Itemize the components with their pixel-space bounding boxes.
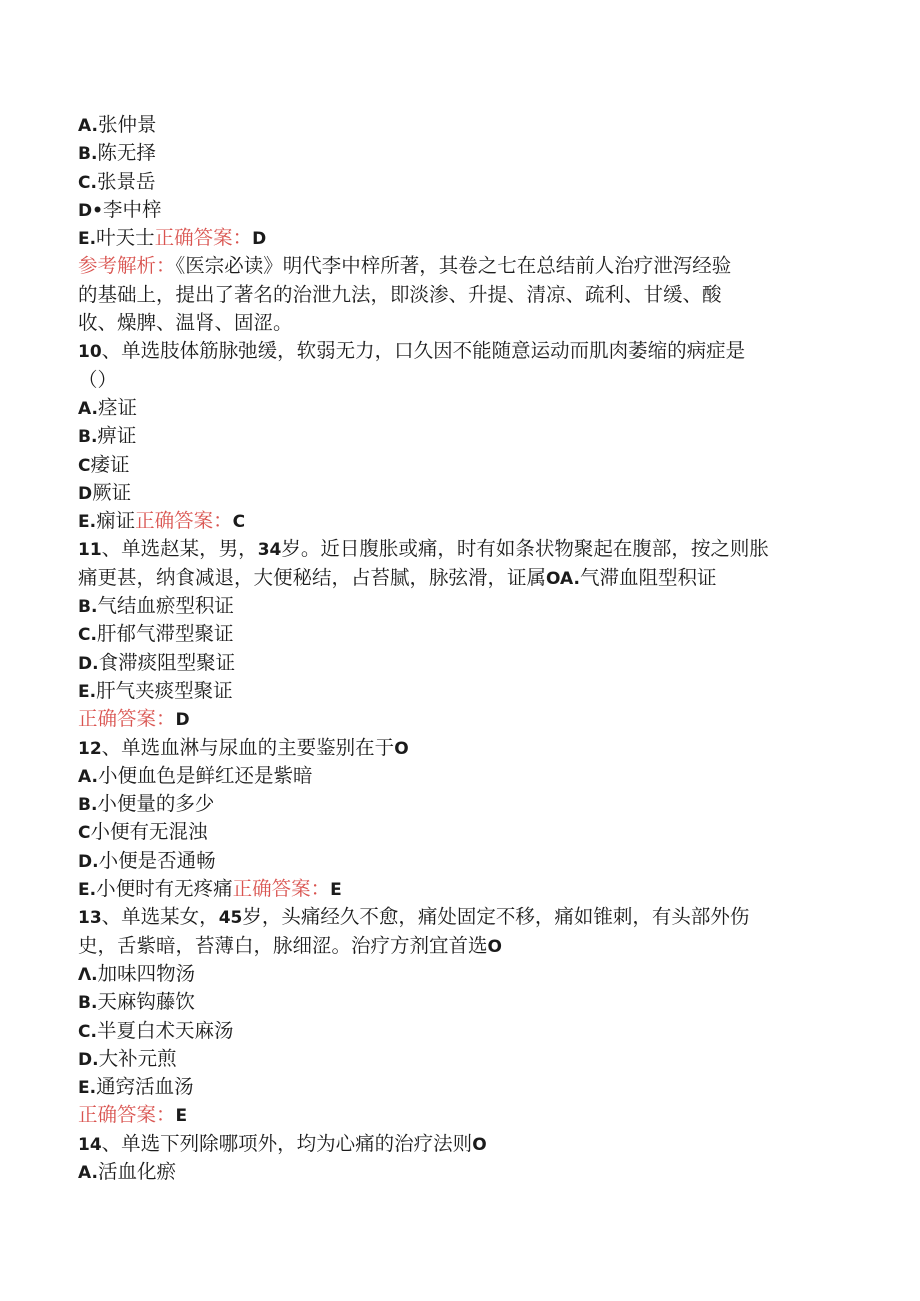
option-letter: C [78,455,91,476]
analysis-text: 《医宗必读》明代李中梓所著，其卷之七在总结前人治疗泄泻经验 [175,254,732,278]
option-line [78,620,858,648]
question-line [78,903,858,931]
answer-value: C [232,512,246,533]
question-text: 、单选血淋与尿血的主要鉴别在于 [101,735,395,759]
answer-line [78,1101,858,1129]
option-letter: C [78,823,91,844]
option-line [78,507,858,535]
option-line [78,1017,858,1045]
option-letter: E. [78,1078,97,1099]
analysis-line [78,309,858,337]
question-line [78,337,858,365]
option-letter: E. [78,229,97,250]
option-text: 小便血色是鲜红还是紫暗 [97,763,313,787]
option-text: 小便有无混浊 [90,820,208,844]
question-line [78,1130,858,1158]
option-line [78,790,858,818]
question-line [78,366,858,394]
option-line [78,960,858,988]
option-line [78,762,858,790]
option-letter: D• [78,200,103,221]
option-letter: E. [78,681,97,702]
option-line [78,1045,858,1073]
question-text: 岁。近日腹胀或痛，时有如条状物聚起在腹部，按之则胀 [281,537,769,561]
option-text: 小便量的多少 [97,792,215,816]
option-letter: C. [78,625,97,646]
option-text: 小便是否通畅 [98,848,216,872]
option-line [78,649,858,677]
option-line [78,592,858,620]
option-letter: E. [78,880,97,901]
option-letter: B. [78,144,98,165]
answer-label: 正确答案： [232,877,331,901]
option-text: 食滞痰阻型聚证 [98,650,236,674]
option-line [78,847,858,875]
option-line [78,196,858,224]
question-age: 34 [257,540,282,561]
answer-value: D [252,229,267,250]
question-number: 12 [78,738,102,759]
option-text: 天麻钩藤饮 [97,990,195,1014]
option-text: 加味四物汤 [97,961,196,985]
option-line [78,451,858,479]
option-letter: C. [78,1021,97,1042]
option-letter: B. [78,427,98,448]
question-number: 14 [78,1134,102,1155]
option-text: 通窍活血汤 [96,1075,194,1099]
option-text: 活血化瘀 [97,1159,176,1183]
option-line [78,111,858,139]
question-line [78,932,858,960]
option-letter: B. [78,597,98,618]
question-end-mark: O [472,1134,487,1155]
option-text: 叶天士 [96,226,155,250]
question-number: 13 [78,908,102,929]
question-number: 10 [78,342,102,363]
analysis-label: 参考解析： [78,254,176,278]
option-text: 厥证 [92,480,132,504]
question-end-mark: O [487,936,502,957]
option-letter: C. [78,172,97,193]
analysis-text: 的基础上，提出了著名的治泄九法，即淡渗、升提、清凉、疏利、甘缓、酸 [78,282,722,306]
option-letter: B. [78,795,98,816]
answer-label: 正确答案： [78,1103,176,1127]
option-text: 张仲景 [97,113,157,136]
answer-value: E [175,1106,188,1127]
option-line [78,1158,858,1186]
option-letter: D. [78,851,99,872]
document-page [78,111,858,1186]
option-letter: A. [78,766,98,787]
option-letter: A. [78,398,98,419]
analysis-text: 收、燥脾、温肾、固涩。 [78,311,293,335]
option-letter: E. [78,512,97,533]
option-letter: D. [78,1049,99,1070]
option-line [78,818,858,846]
option-text: 李中梓 [102,197,162,221]
option-text: 张景岳 [96,169,156,193]
question-line [78,535,858,563]
analysis-line [78,252,858,280]
question-text: 、单选赵某，男， [101,537,258,561]
option-line [78,875,858,903]
analysis-line [78,281,858,309]
option-line [78,139,858,167]
option-text: 气滞血阻型积证 [579,565,717,589]
option-letter: A. [78,116,98,136]
option-text: 大补元煎 [98,1046,177,1070]
answer-label: 正确答案： [154,226,253,250]
question-end-mark: O [394,738,409,759]
question-text: 、单选某女， [101,905,219,929]
option-line [78,479,858,507]
option-line [78,168,858,196]
option-letter: OA. [546,568,580,589]
answer-label: 正确答案： [135,509,233,533]
question-text: 岁，头痛经久不愈，痛处固定不移，痛如锥刺，有头部外伤 [242,905,750,929]
question-line [78,564,858,592]
option-text: 小便时有无疼痛 [96,877,233,901]
option-line [78,677,858,705]
option-line [78,1073,858,1101]
option-text: 痉证 [97,395,137,419]
option-text: 气结血瘀型积证 [97,594,234,618]
option-text: 半夏白术天麻汤 [96,1018,234,1042]
question-text: （） [78,367,118,391]
answer-value: D [175,710,190,731]
question-text: 痛更甚，纳食减退，大便秘结，占苔腻，脉弦滑，证属 [78,565,547,589]
option-text: 肝郁气滞型聚证 [96,622,234,646]
option-text: 痿证 [90,452,130,476]
option-letter: D. [78,653,99,674]
option-letter: A. [78,1162,98,1183]
option-line [78,224,858,252]
question-age: 45 [218,908,243,929]
question-text: 史，舌紫暗，苔薄白，脉细涩。治疗方剂宜首选 [78,933,488,957]
question-text: 、单选下列除哪项外，均为心痛的治疗法则 [101,1131,473,1155]
answer-value: E [330,880,342,901]
answer-label: 正确答案： [78,707,176,731]
question-text: 、单选肢体筋脉弛缓，软弱无力，口久因不能随意运动而肌肉萎缩的病症是 [101,339,746,363]
option-line [78,988,858,1016]
option-line [78,394,858,422]
option-text: 痫证 [96,509,136,533]
option-letter: Λ. [78,964,98,985]
option-text: 陈无择 [97,141,156,165]
option-line [78,422,858,450]
option-text: 痹证 [97,424,137,448]
option-text: 肝气夹痰型聚证 [96,678,233,702]
option-letter: D [78,483,93,504]
answer-line [78,705,858,733]
question-number: 11 [78,540,102,561]
question-line [78,734,858,762]
option-letter: B. [78,993,98,1014]
